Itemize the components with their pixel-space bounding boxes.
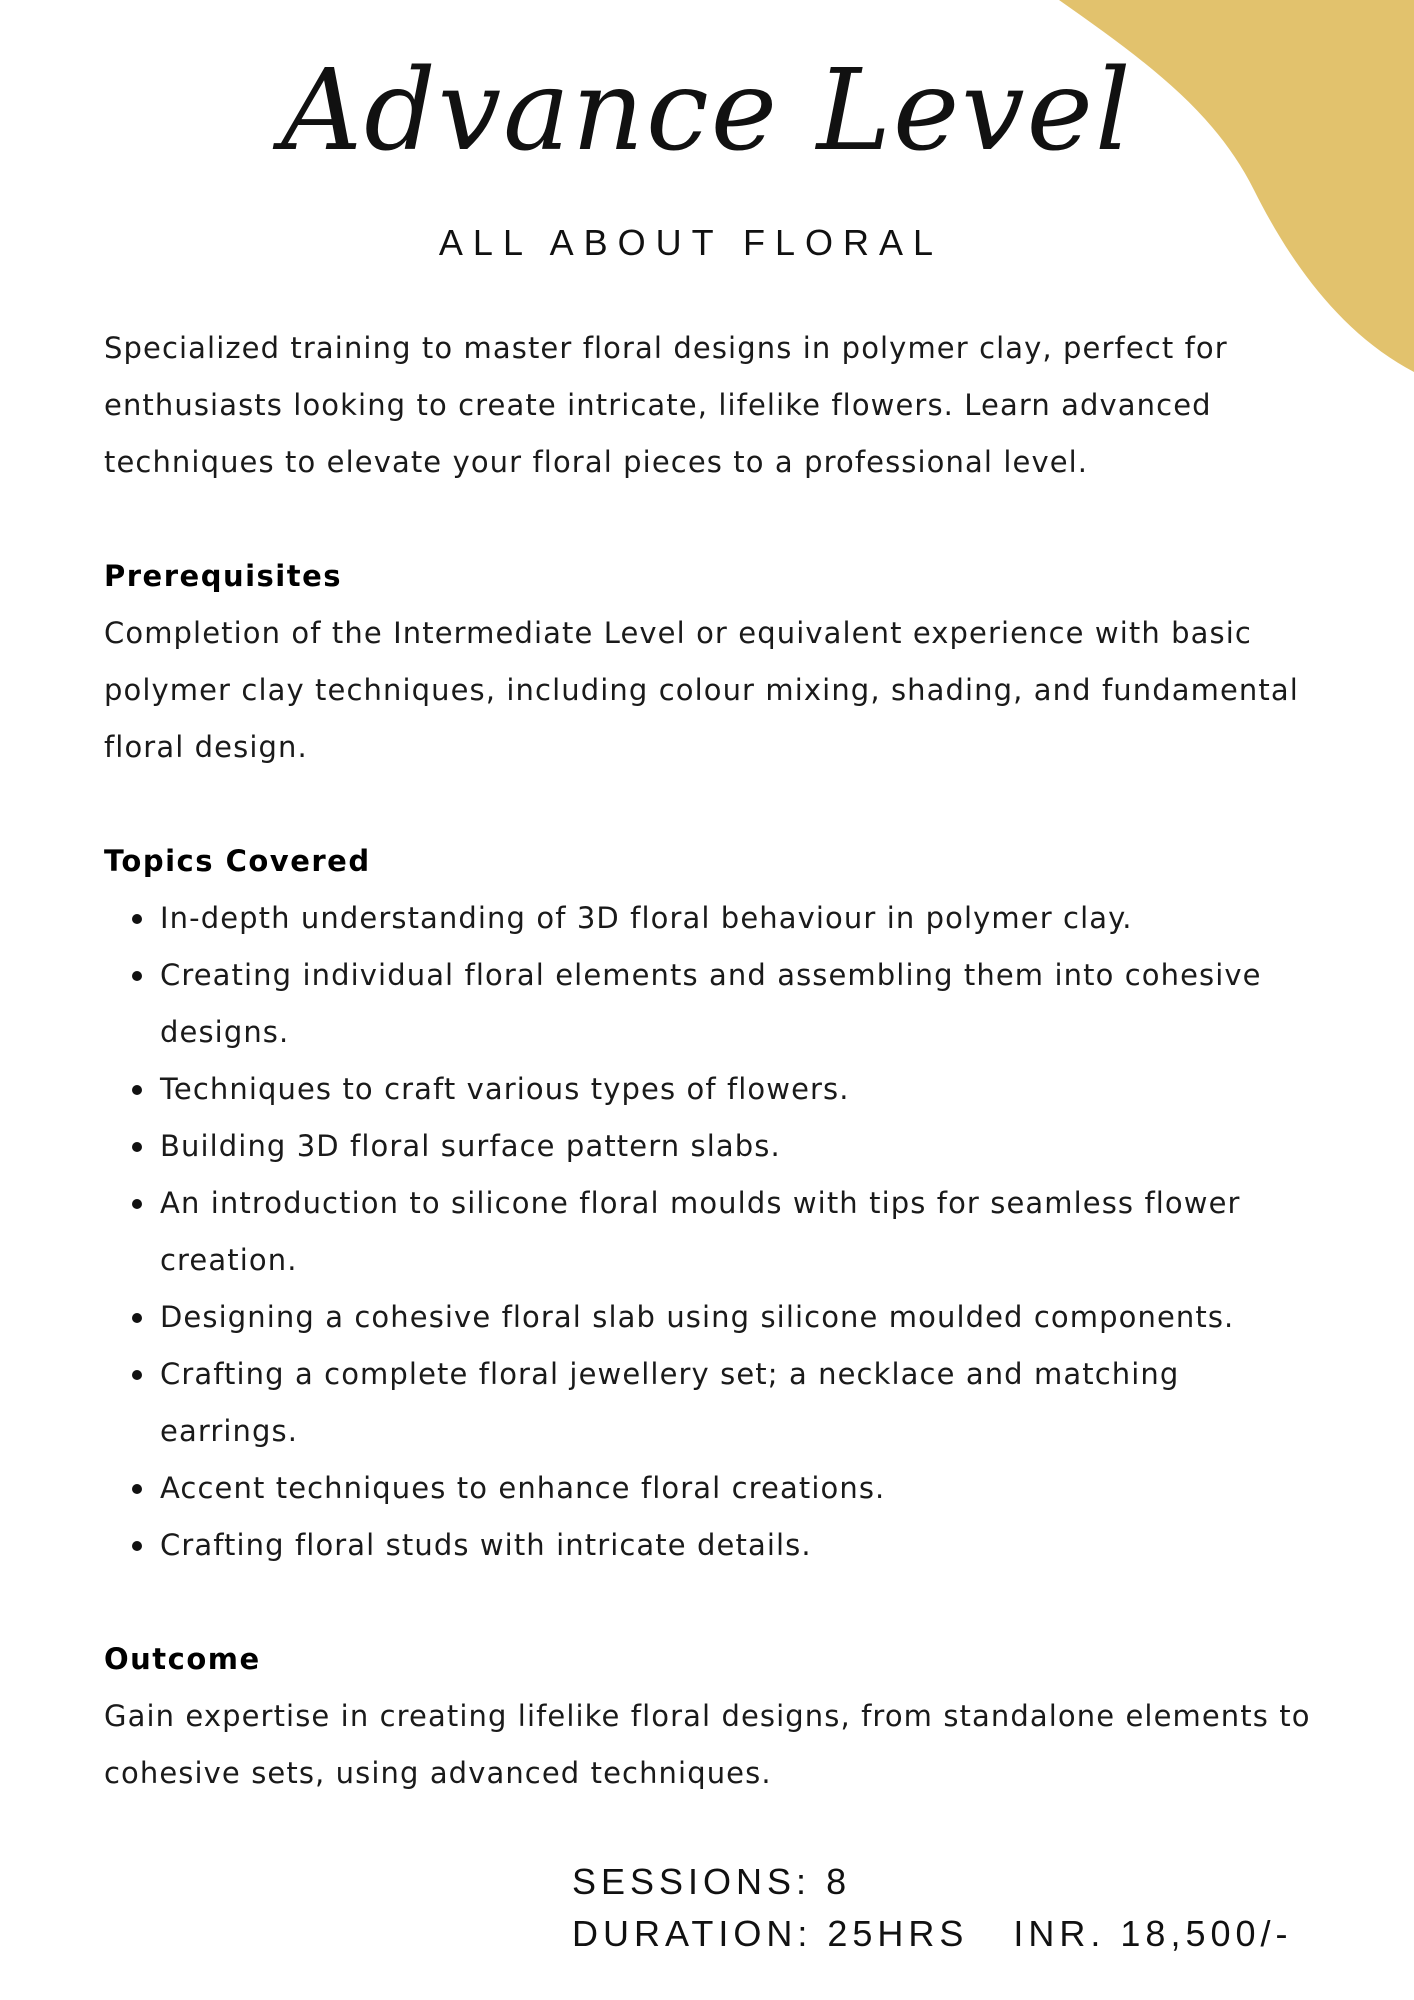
bullet-icon bbox=[132, 1484, 142, 1494]
outcome-heading: Outcome bbox=[104, 1642, 261, 1676]
bullet-icon bbox=[132, 914, 142, 924]
prerequisites-text: Completion of the Intermediate Level or equivalent experience with basic polymer clay techniques, including colour mixing, shading, and fundamental floral design. bbox=[104, 616, 1299, 764]
prerequisites-heading: Prerequisites bbox=[104, 559, 343, 593]
course-content bbox=[104, 320, 1324, 1802]
list-item bbox=[104, 1175, 1324, 1289]
list-item bbox=[104, 890, 1324, 947]
topic-text: Crafting floral studs with intricate details. bbox=[160, 1528, 812, 1562]
topic-text: Crafting a complete floral jewellery set; a necklace and matching earrings. bbox=[160, 1357, 1180, 1448]
list-item bbox=[104, 1118, 1324, 1175]
bullet-icon bbox=[132, 1313, 142, 1323]
list-item bbox=[104, 1517, 1324, 1574]
bullet-icon bbox=[132, 1199, 142, 1209]
topic-text: An introduction to silicone floral moulds with tips for seamless flower creation. bbox=[160, 1186, 1241, 1277]
topic-text: Techniques to craft various types of flowers. bbox=[160, 1072, 850, 1106]
sessions-info: SESSIONS: 8 bbox=[572, 1861, 852, 1902]
topic-text: In-depth understanding of 3D floral behaviour in polymer clay. bbox=[160, 901, 1133, 935]
bullet-icon bbox=[132, 1142, 142, 1152]
course-details bbox=[572, 1856, 1293, 1960]
topic-text: Designing a cohesive floral slab using silicone moulded components. bbox=[160, 1300, 1235, 1334]
list-item bbox=[104, 1460, 1324, 1517]
list-item bbox=[104, 947, 1324, 1061]
bullet-icon bbox=[132, 1085, 142, 1095]
page-title: Advance Level bbox=[281, 46, 1133, 176]
duration-price-line bbox=[572, 1908, 1293, 1960]
list-item bbox=[104, 1346, 1324, 1460]
intro-text: Specialized training to master floral designs in polymer clay, perfect for enthusiasts looking to create intricate, lifelike flowers. Learn advanced techniques to elevate your floral pieces to a professional level. bbox=[104, 331, 1228, 479]
bullet-icon bbox=[132, 971, 142, 981]
duration-info: DURATION: 25HRS bbox=[572, 1913, 969, 1954]
list-item bbox=[104, 1061, 1324, 1118]
bullet-icon bbox=[132, 1370, 142, 1380]
outcome-text: Gain expertise in creating lifelike floral designs, from standalone elements to cohesive sets, using advanced techniques. bbox=[104, 1699, 1311, 1790]
list-item bbox=[104, 1289, 1324, 1346]
topic-text: Creating individual floral elements and assembling them into cohesive designs. bbox=[160, 958, 1262, 1049]
topic-text: Building 3D floral surface pattern slabs. bbox=[160, 1129, 781, 1163]
page-subtitle: ALL ABOUT FLORAL bbox=[438, 222, 944, 263]
topic-text: Accent techniques to enhance floral creations. bbox=[160, 1471, 886, 1505]
price-info: INR. 18,500/- bbox=[1013, 1913, 1293, 1954]
bullet-icon bbox=[132, 1541, 142, 1551]
topics-list bbox=[104, 890, 1324, 1574]
topics-heading: Topics Covered bbox=[104, 844, 371, 878]
